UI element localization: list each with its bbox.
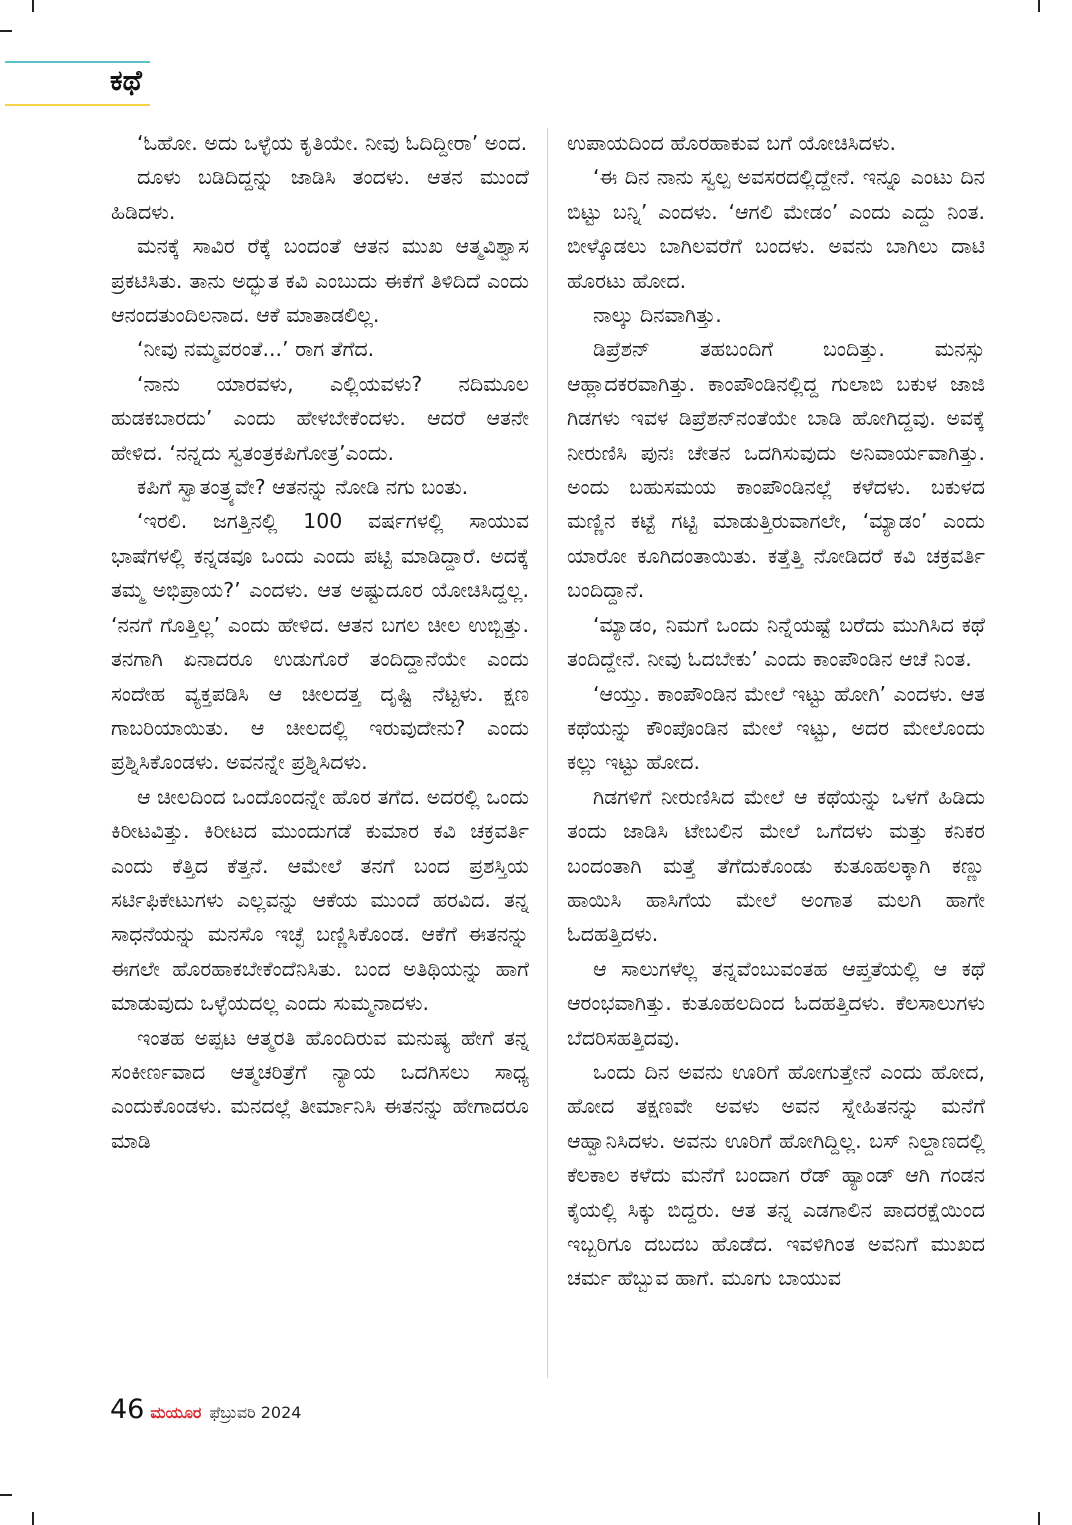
right-column [567, 126, 985, 1386]
crop-mark [0, 30, 12, 32]
paragraph: ‘ಈ ದಿನ ನಾನು ಸ್ವಲ್ಪ ಅವಸರದಲ್ಲಿದ್ದೇನೆ. ಇನ್ನೂ ಎಂಟು ದಿನ ಬಿಟ್ಟು ಬನ್ನಿ’ ಎಂದಳು. ‘ಆಗಲಿ ಮೇಡಂ’ ಎಂದು ಎದ್ದು ನಿಂತ. ಬೀಳ್ಕೊಡಲು ಬಾಗಿಲವರೆಗೆ ಬಂದಳು. ಅವನು ಬಾಗಿಲು ದಾಟಿ ಹೊರಟು ಹೋದ. [567, 165, 985, 293]
paragraph: ಆ ಚೀಲದಿಂದ ಒಂದೊಂದನ್ನೇ ಹೊರ ತಗೆದ. ಅದರಲ್ಲಿ ಒಂದು ಕಿರೀಟವಿತ್ತು. ಕಿರೀಟದ ಮುಂದುಗಡೆ ಕುಮಾರ ಕವಿ ಚಕ್ರವರ್ತಿ ಎಂದು ಕೆತ್ತಿದ ಕೆತ್ತನೆ. ಆಮೇಲೆ ತನಗೆ ಬಂದ ಪ್ರಶಸ್ತಿಯ ಸರ್ಟಿಫಿಕೇಟುಗಳು ಎಲ್ಲವನ್ನು ಆಕೆಯ ಮುಂದೆ ಹರವಿದ. ತನ್ನ ಸಾಧನೆಯನ್ನು ಮನಸೊ ಇಚ್ಛೆ ಬಣ್ಣಿಸಿಕೊಂಡ. ಆಕೆಗೆ ಈತನನ್ನು ಈಗಲೇ ಹೊರಹಾಕಬೇಕೆಂದೆನಿಸಿತು. ಬಂದ ಅತಿಥಿಯನ್ನು ಹಾಗೆ ಮಾಡುವುದು ಒಳ್ಳೆಯದಲ್ಲ ಎಂದು ಸುಮ್ಮನಾದಳು. [111, 784, 529, 1016]
paragraph: ಡಿಪ್ರೆಶನ್ ತಹಬಂದಿಗೆ ಬಂದಿತ್ತು. ಮನಸ್ಸು ಆಹ್ಲಾದಕರವಾಗಿತ್ತು. ಕಾಂಪೌಂಡಿನಲ್ಲಿದ್ದ ಗುಲಾಬಿ ಬಕುಳ ಜಾಜಿ ಗಿಡಗಳು ಇವಳ ಡಿಪ್ರೆಶನ್‌ನಂತೆಯೇ ಬಾಡಿ ಹೋಗಿದ್ದವು. ಅವಕ್ಕೆ ನೀರುಣಿಸಿ ಪುನಃ ಚೇತನ ಒದಗಿಸುವುದು ಅನಿವಾರ್ಯವಾಗಿತ್ತು. ಅಂದು ಬಹುಸಮಯ ಕಾಂಪೌಂಡಿನಲ್ಲೆ ಕಳೆದಳು. ಬಕುಳದ ಮಣ್ಣಿನ ಕಟ್ಟೆ ಗಟ್ಟಿ ಮಾಡುತ್ತಿರುವಾಗಲೇ, ‘ಮ್ಯಾಡಂ’ ಎಂದು ಯಾರೋ ಕೂಗಿದಂತಾಯಿತು. ಕತ್ತೆತ್ತಿ ನೋಡಿದರೆ ಕವಿ ಚಕ್ರವರ್ತಿ ಬಂದಿದ್ದಾನೆ. [567, 337, 985, 603]
crop-mark [1038, 1512, 1040, 1525]
paragraph: ‘ನಾನು ಯಾರವಳು, ಎಲ್ಲಿಯವಳು? ನದಿಮೂಲ ಹುಡಕಬಾರದು’ ಎಂದು ಹೇಳಬೇಕೆಂದಳು. ಆದರೆ ಆತನೇ ಹೇಳಿದ. ‘ನನ್ನದು ಸ್ವತಂತ್ರಕಪಿಗೋತ್ರ’ಎಂದು. [111, 371, 529, 465]
page-number: 46 [110, 1394, 145, 1425]
paragraph: ‘ಓಹೋ. ಅದು ಒಳ್ಳೆಯ ಕೃತಿಯೇ. ನೀವು ಓದಿದ್ದೀರಾ’ ಅಂದ. [137, 131, 528, 155]
paragraph: ‘ಆಯ್ತು. ಕಾಂಪೌಂಡಿನ ಮೇಲೆ ಇಟ್ಟು ಹೋಗಿ’ ಎಂದಳು. ಆತ ಕಥೆಯನ್ನು ಕೌಂಪೊಂಡಿನ ಮೇಲೆ ಇಟ್ಟು, ಅದರ ಮೇಲೊಂದು ಕಲ್ಲು ಇಟ್ಟು ಹೋದ. [567, 681, 985, 775]
paragraph: ‘ಇರಲಿ. ಜಗತ್ತಿನಲ್ಲಿ 100 ವರ್ಷಗಳಲ್ಲಿ ಸಾಯುವ ಭಾಷೆಗಳಲ್ಲಿ ಕನ್ನಡವೂ ಒಂದು ಎಂದು ಪಟ್ಟಿ ಮಾಡಿದ್ದಾರೆ. ಅದಕ್ಕೆ ತಮ್ಮ ಅಭಿಪ್ರಾಯ?’ ಎಂದಳು. ಆತ ಅಷ್ಟುದೂರ ಯೋಚಿಸಿದ್ದಲ್ಲ. ‘ನನಗೆ ಗೊತ್ತಿಲ್ಲ’ ಎಂದು ಹೇಳಿದ. ಆತನ ಬಗಲ ಚೀಲ ಉಬ್ಬಿತ್ತು. ತನಗಾಗಿ ಏನಾದರೂ ಉಡುಗೊರೆ ತಂದಿದ್ದಾನೆಯೇ ಎಂದು ಸಂದೇಹ ವ್ಯಕ್ತಪಡಿಸಿ ಆ ಚೀಲದತ್ತ ದೃಷ್ಟಿ ನೆಟ್ಟಳು. ಕ್ಷಣ ಗಾಬರಿಯಾಯಿತು. ಆ ಚೀಲದಲ್ಲಿ ಇರುವುದೇನು? ಎಂದು ಪ್ರಶ್ನಿಸಿಕೊಂಡಳು. ಅವನನ್ನೇ ಪ್ರಶ್ನಿಸಿದಳು. [111, 509, 529, 775]
paragraph: ಕಪಿಗೆ ಸ್ವಾತಂತ್ರ್ಯವೇ? ಆತನನ್ನು ನೋಡಿ ನಗು ಬಂತು. [137, 475, 469, 500]
crop-mark [32, 0, 34, 12]
paragraph: ನಾಲ್ಕು ದಿನವಾಗಿತ್ತು. [593, 303, 722, 328]
section-rule-bottom [5, 104, 150, 106]
paragraph: ಗಿಡಗಳಿಗೆ ನೀರುಣಿಸಿದ ಮೇಲೆ ಆ ಕಥೆಯನ್ನು ಒಳಗೆ ಹಿಡಿದು ತಂದು ಜಾಡಿಸಿ ಟೇಬಲಿನ ಮೇಲೆ ಒಗೆದಳು ಮತ್ತು ಕನಿಕರ ಬಂದಂತಾಗಿ ಮತ್ತೆ ತೆಗೆದುಕೊಂಡು ಕುತೂಹಲಕ್ಕಾಗಿ ಕಣ್ಣು ಹಾಯಿಸಿ ಹಾಸಿಗೆಯ ಮೇಲೆ ಅಂಗಾತ ಮಲಗಿ ಹಾಗೇ ಓದಹತ್ತಿದಳು. [567, 784, 985, 947]
crop-mark [1038, 0, 1040, 12]
paragraph: ‘ನೀವು ನಮ್ಮವರಂತೆ...’ ರಾಗ ತೆಗೆದ. [137, 337, 375, 362]
page-footer [110, 1394, 301, 1430]
paragraph: ಒಂದು ದಿನ ಅವನು ಊರಿಗೆ ಹೋಗುತ್ತೇನೆ ಎಂದು ಹೋದ, ಹೋದ ತಕ್ಷಣವೇ ಅವಳು ಅವನ ಸ್ನೇಹಿತನನ್ನು ಮನೆಗೆ ಆಹ್ವಾನಿಸಿದಳು. ಅವನು ಊರಿಗೆ ಹೋಗಿದ್ದಿಲ್ಲ. ಬಸ್ ನಿಲ್ದಾಣದಲ್ಲಿ ಕೆಲಕಾಲ ಕಳೆದು ಮನೆಗೆ ಬಂದಾಗ ರೆಡ್ ಹ್ಯಾಂಡ್ ಆಗಿ ಗಂಡನ ಕೈಯಲ್ಲಿ ಸಿಕ್ಕು ಬಿದ್ದರು. ಆತ ತನ್ನ ಎಡಗಾಲಿನ ಪಾದರಕ್ಷೆಯಿಂದ ಇಬ್ಬರಿಗೂ ದಬದಬ ಹೊಡೆದ. ಇವಳಿಗಿಂತ ಅವನಿಗೆ ಮುಖದ ಚರ್ಮ ಹೆಬ್ಬುವ ಹಾಗೆ. ಮೂಗು ಬಾಯುವ [567, 1059, 985, 1291]
paragraph: ‘ಮ್ಯಾಡಂ, ನಿಮಗೆ ಒಂದು ನಿನ್ನೆಯಷ್ಟೆ ಬರೆದು ಮುಗಿಸಿದ ಕಥೆ ತಂದಿದ್ದೇನೆ. ನೀವು ಓದಬೇಕು’ ಎಂದು ಕಾಂಪೌಂಡಿನ ಆಚೆ ನಿಂತ. [567, 612, 985, 672]
crop-mark [0, 1494, 12, 1496]
section-label: ಕಥೆ [110, 64, 142, 97]
paragraph: ಆ ಸಾಲುಗಳೆಲ್ಲ ತನ್ನವೆಂಬುವಂತಹ ಆಪ್ತತೆಯಲ್ಲಿ ಆ ಕಥೆ ಆರಂಭವಾಗಿತ್ತು. ಕುತೂಹಲದಿಂದ ಓದಹತ್ತಿದಳು. ಕೆಲಸಾಲುಗಳು ಬೆದರಿಸಹತ್ತಿದವು. [567, 956, 985, 1050]
paragraph: ಉಪಾಯದಿಂದ ಹೊರಹಾಕುವ ಬಗೆ ಯೋಚಿಸಿದಳು. [567, 131, 897, 155]
issue-date: ಫೆಬ್ರುವರಿ 2024 [209, 1403, 302, 1422]
section-rule-top [5, 61, 150, 63]
left-column [111, 126, 529, 1386]
column-divider [547, 128, 548, 1378]
paragraph: ಮನಕ್ಕೆ ಸಾವಿರ ರೆಕ್ಕೆ ಬಂದಂತೆ ಆತನ ಮುಖ ಆತ್ಮವಿಶ್ವಾಸ ಪ್ರಕಟಿಸಿತು. ತಾನು ಅದ್ಭುತ ಕವಿ ಎಂಬುದು ಈಕೆಗೆ ತಿಳಿದಿದೆ ಎಂದು ಆನಂದತುಂದಿಲನಾದ. ಆಕೆ ಮಾತಾಡಲಿಲ್ಲ. [111, 234, 529, 328]
magazine-logo: ಮಯೂರ [150, 1403, 202, 1422]
paragraph: ದೂಳು ಬಡಿದಿದ್ದನ್ನು ಜಾಡಿಸಿ ತಂದಳು. ಆತನ ಮುಂದೆ ಹಿಡಿದಳು. [111, 165, 529, 224]
paragraph: ಇಂತಹ ಅಪ್ಪಟ ಆತ್ಮರತಿ ಹೊಂದಿರುವ ಮನುಷ್ಯ ಹೇಗೆ ತನ್ನ ಸಂಕೀರ್ಣವಾದ ಆತ್ಮಚರಿತ್ರೆಗೆ ನ್ಯಾಯ ಒದಗಿಸಲು ಸಾಧ್ಯ ಎಂದುಕೊಂಡಳು. ಮನದಲ್ಲೆ ತೀರ್ಮಾನಿಸಿ ಈತನನ್ನು ಹೇಗಾದರೂ ಮಾಡಿ [111, 1025, 529, 1153]
crop-mark [32, 1512, 34, 1525]
